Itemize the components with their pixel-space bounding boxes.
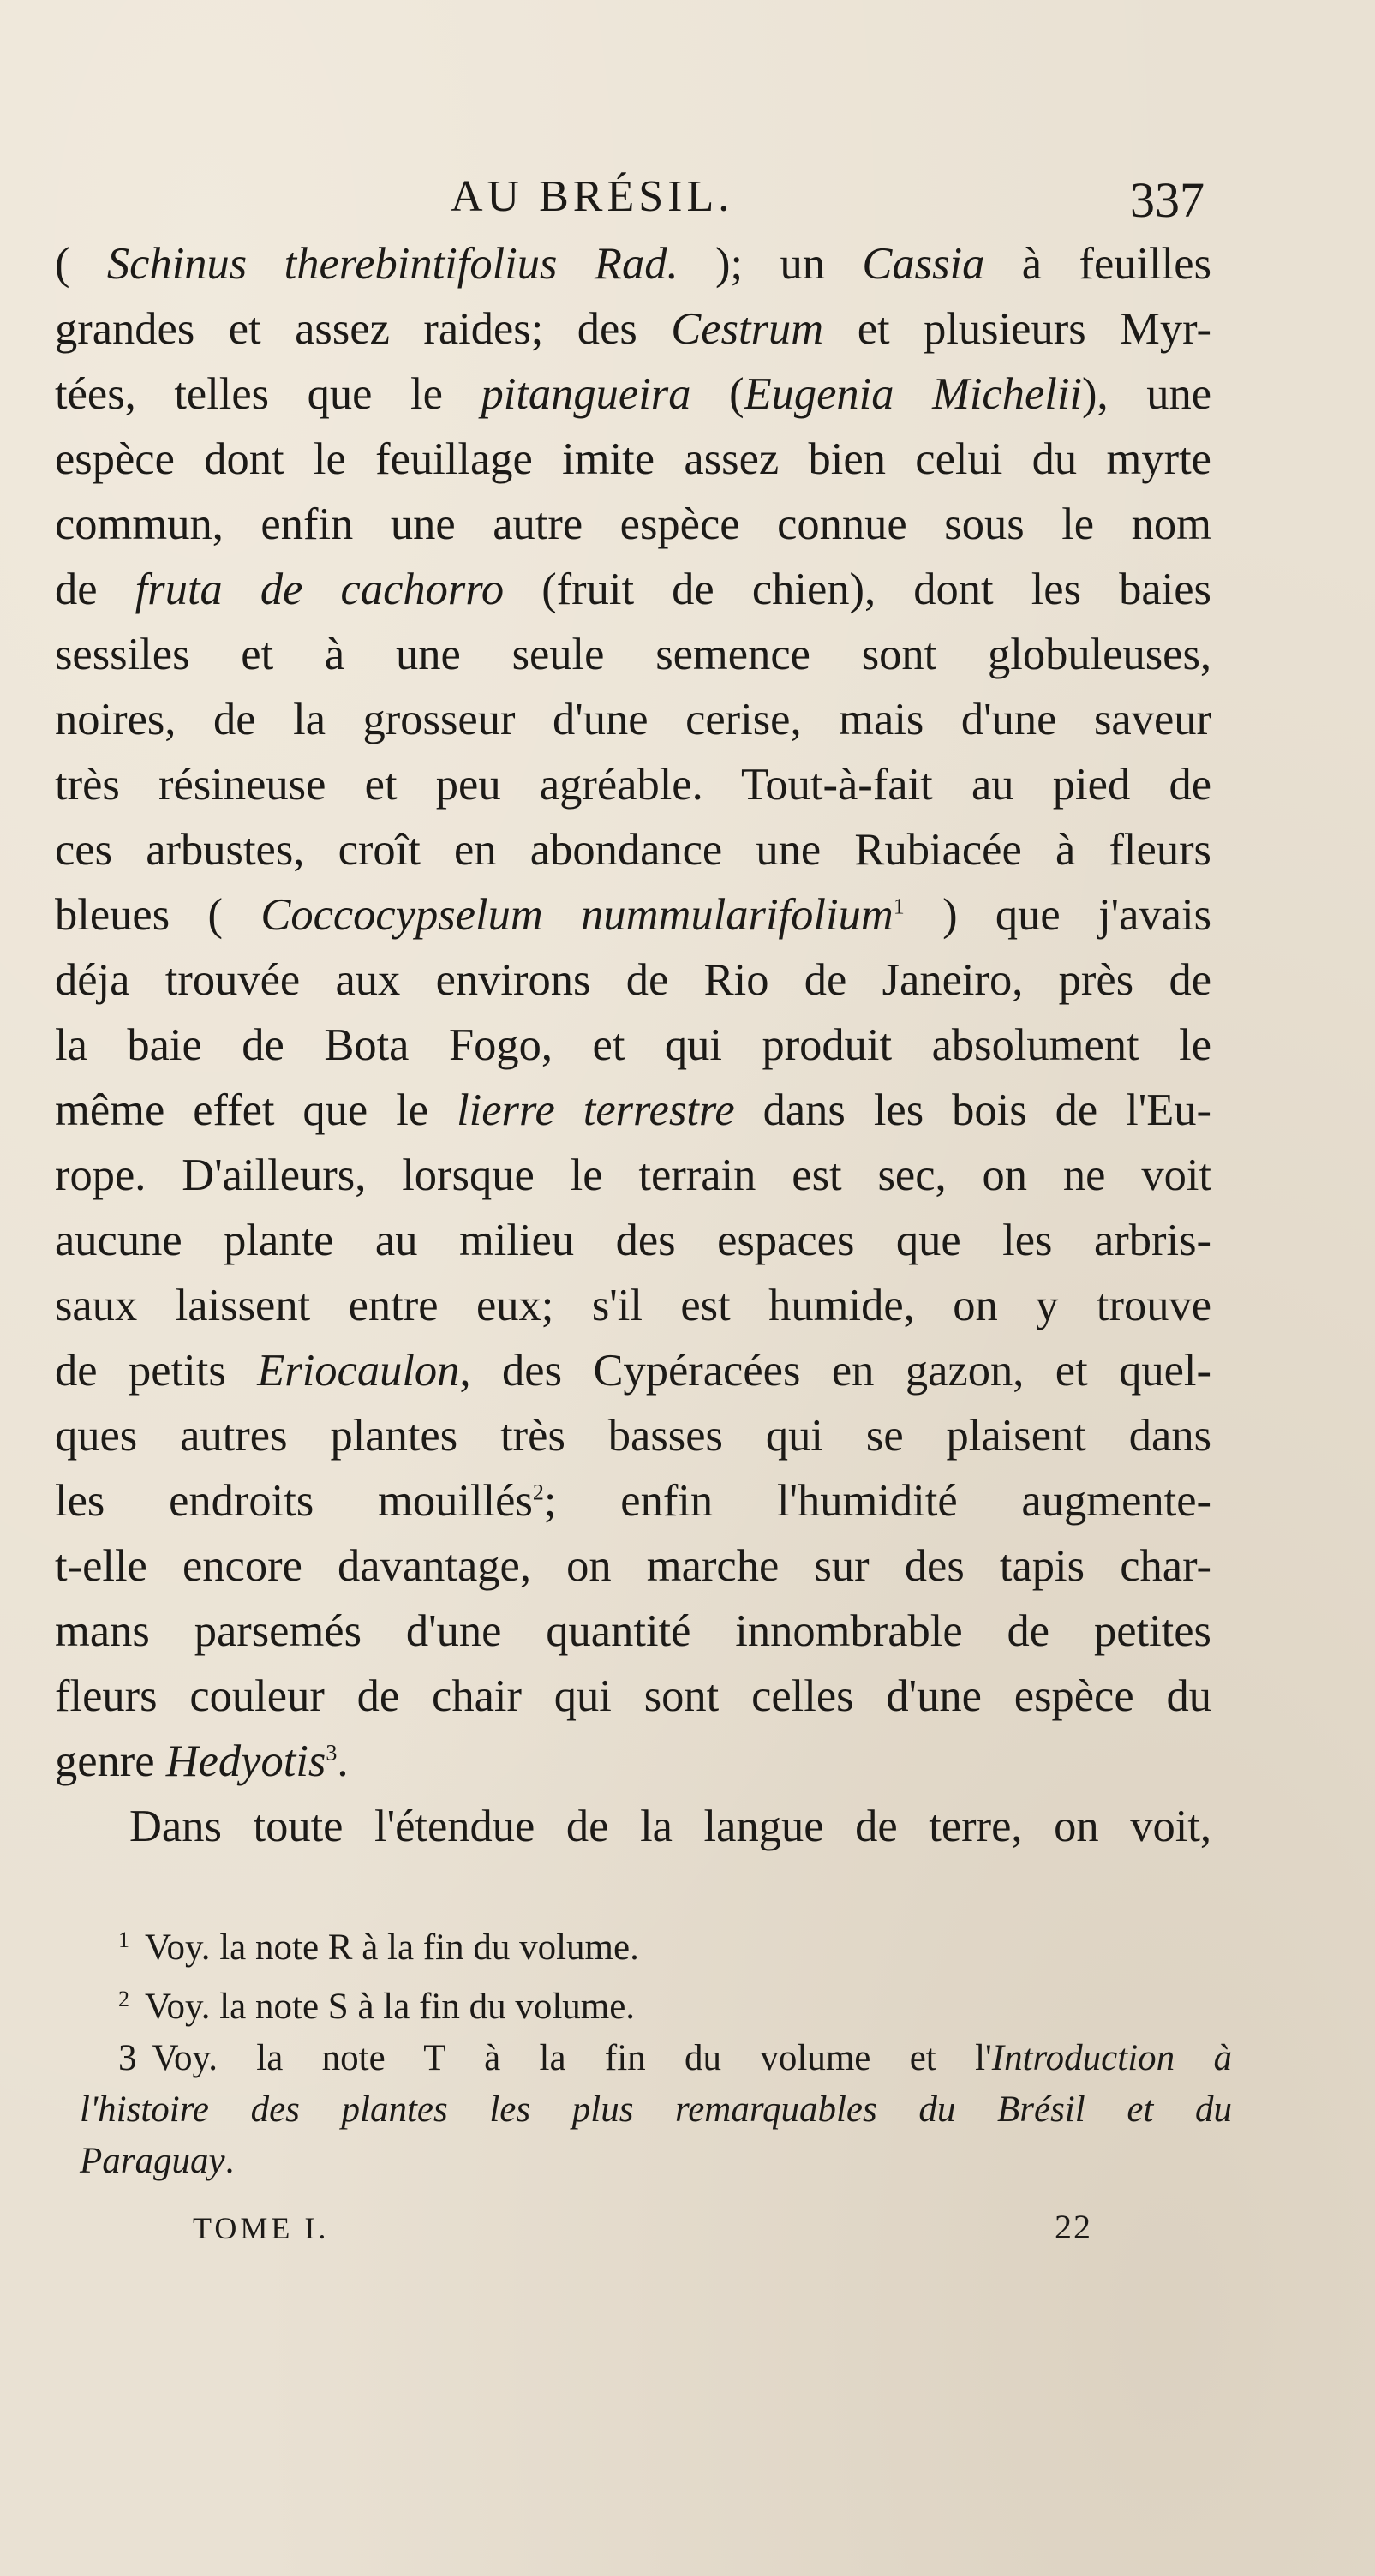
text-line: mans parsemés d'une quantité innombrable de petites [55,1606,1211,1656]
footnote-3-continued: Paraguay. [80,2141,235,2181]
volume-signature: TOME I. [193,2211,330,2245]
text-line: noires, de la grosseur d'une cerise, mais d'une saveur [55,695,1211,744]
footnote-ref-1: 1 [893,894,905,919]
text-line: Dans toute l'étendue de la langue de terre, on voit, [129,1802,1211,1851]
footnotes [80,1915,1232,2187]
footnote-2: $^2$ Voy. la note S à la fin du volume. [118,1987,636,2027]
text-line: déja trouvée aux environs de Rio de Janeiro, près de [55,955,1211,1005]
footnote-ref-3: 3 [326,1740,338,1766]
footnote-ref-2: 2 [532,1479,544,1505]
text-line: de petits Eriocaulon, des Cypéracées en gazon, et quel- [55,1346,1211,1396]
text-line: fleurs couleur de chair qui sont celles d'une espèce du [55,1671,1211,1721]
text-line: bleues ( Coccocypselum nummularifolium$^1$ ) que j'avais [55,890,1211,940]
text-line: rope. D'ailleurs, lorsque le terrain est sec, on ne voit [55,1151,1211,1200]
running-title: AU BRÉSIL. [451,172,734,221]
footnote-3: 3 Voy. la note T à la fin du volume et l'Introduction à [118,2038,1232,2078]
text-line: de fruta de cachorro (fruit de chien), dont les baies [55,565,1211,614]
footnote-1: $^1$ Voy. la note R à la fin du volume. [118,1928,639,1968]
text-line: même effet que le lierre terrestre dans les bois de l'Eu- [55,1085,1211,1135]
text-line: saux laissent entre eux; s'il est humide, on y trouve [55,1281,1211,1330]
text-line: grandes et assez raides; des Cestrum et plusieurs Myr- [55,304,1211,354]
text-line: aucune plante au milieu des espaces que les arbris- [55,1216,1211,1265]
text-line: tées, telles que le pitangueira (Eugenia Michelii), une [55,369,1212,419]
footnote-marker: 1 [118,1928,129,1952]
text-line: ( Schinus therebintifolius Rad. ); un Cassia à feuilles [55,239,1211,289]
footnote-marker: 3 [118,2038,137,2078]
text-line: très résineuse et peu agréable. Tout-à-fait au pied de [55,760,1211,810]
footnote-3-continued: l'histoire des plantes les plus remarquables du Brésil et du [80,2089,1232,2130]
footnote-marker: 2 [118,1987,129,2011]
text-line: ces arbustes, croît en abondance une Rubiacée à fleurs [55,825,1211,875]
text-line: commun, enfin une autre espèce connue sous le nom [55,499,1211,549]
page-number: 337 [1130,172,1205,228]
body-text [55,231,1211,1859]
text-line: t-elle encore davantage, on marche sur des tapis char- [55,1541,1211,1591]
sheet-number: 22 [1055,2208,1092,2246]
text-line: espèce dont le feuillage imite assez bien celui du myrte [55,434,1211,484]
text-line: genre Hedyotis$^3$. [55,1736,349,1786]
page-footer [193,2210,1092,2253]
text-line: les endroits mouillés$^2$; enfin l'humidité augmente- [55,1476,1211,1526]
text-line: la baie de Bota Fogo, et qui produit absolument le [55,1020,1211,1070]
text-line: ques autres plantes très basses qui se plaisent dans [55,1411,1211,1461]
text-line: sessiles et à une seule semence sont globuleuses, [55,630,1211,679]
running-head [82,171,1205,231]
